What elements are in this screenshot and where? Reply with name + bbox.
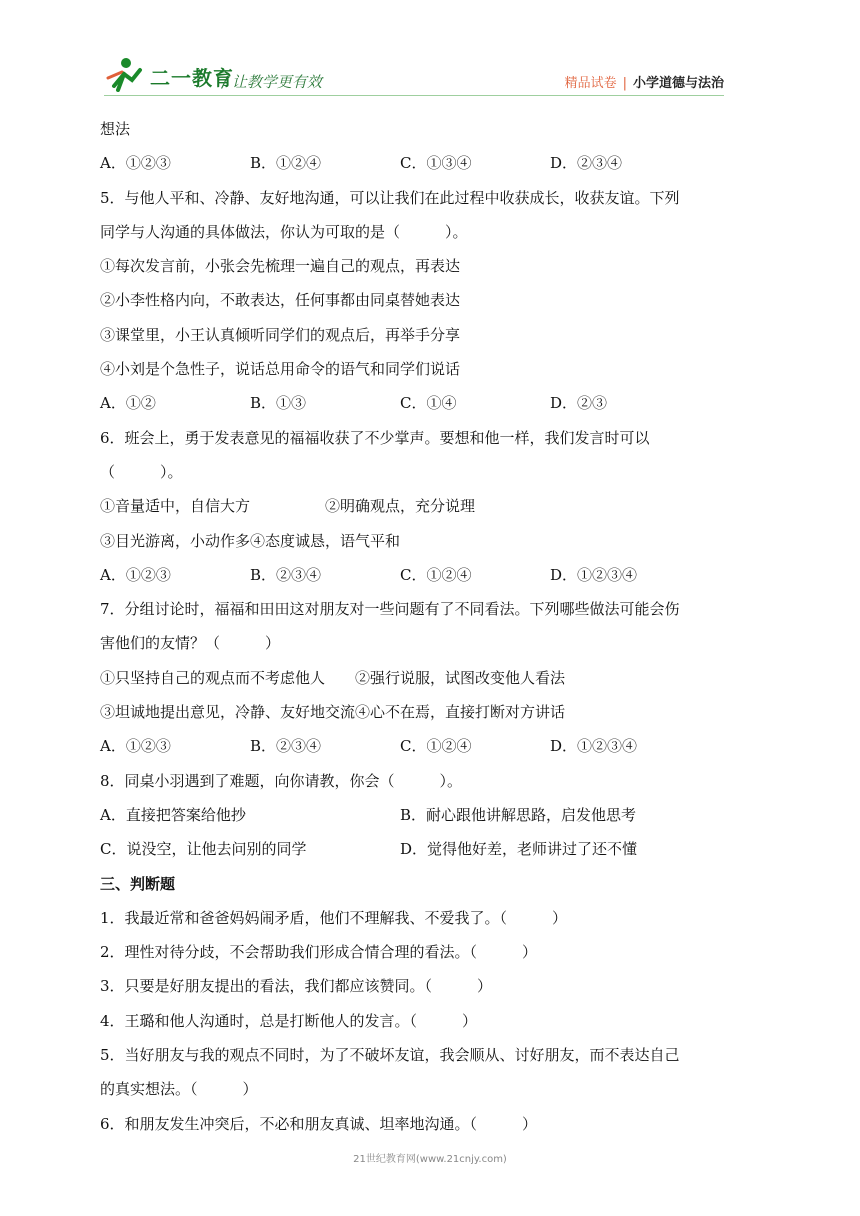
q6-items-line-1: ①音量适中，自信大方 ②明确观点，充分说理: [100, 497, 476, 516]
q7-options: [100, 729, 764, 763]
q6-option-b: B．②③④: [250, 565, 322, 584]
q8-options-row-1: [100, 798, 764, 832]
judge-item-5-line-2: 的真实想法。（ ）: [100, 1080, 258, 1099]
q4-option-d: D．②③④: [550, 154, 623, 173]
page-footer: 21世纪教育网(www.21cnjy.com): [353, 1154, 507, 1165]
q4-option-c: C．①③④: [400, 154, 472, 173]
q5-option-d: D．②③: [550, 394, 608, 413]
q7-option-a: A．①②③: [100, 737, 171, 756]
q8-options-row-2: [100, 832, 764, 866]
q4-tail-text: 想法: [100, 120, 131, 138]
q6-options: [100, 558, 764, 592]
q5-options: [100, 386, 764, 420]
q8-option-a: A．直接把答案给他抄: [100, 805, 246, 824]
q5-item-2: ②小李性格内向，不敢表达，任何事都由同桌替她表达: [100, 291, 461, 310]
header-subject: 小学道德与法治: [632, 76, 724, 91]
q7-stem-line-2: 害他们的友情？（ ）: [100, 634, 281, 653]
page-header: [0, 0, 860, 110]
judge-item-3: 3．只要是好朋友提出的看法，我们都应该赞同。（ ）: [100, 977, 493, 996]
q7-option-d: D．①②③④: [550, 737, 638, 756]
q5-option-b: B．①③: [250, 394, 307, 413]
document-body: [100, 112, 764, 1141]
q5-stem-line-2: 同学与人沟通的具体做法，你认为可取的是（ ）。: [100, 222, 468, 241]
q5-item-3: ③课堂里，小王认真倾听同学们的观点后，再举手分享: [100, 325, 461, 344]
q6-items-line-2: ③目光游离，小动作多④态度诚恳，语气平和: [100, 531, 401, 550]
q5-item-1: ①每次发言前，小张会先梳理一遍自己的观点，再表达: [100, 257, 461, 276]
q4-option-a: A．①②③: [100, 154, 171, 173]
q7-items-line-2: ③坦诚地提出意见，冷静、友好地交流④心不在焉，直接打断对方讲话: [100, 703, 566, 722]
q5-option-c: C．①④: [400, 394, 457, 413]
q5-item-4: ④小刘是个急性子，说话总用命令的语气和同学们说话: [100, 360, 461, 379]
q8-option-b: B．耐心跟他讲解思路，启发他思考: [400, 805, 637, 824]
judge-item-5-line-1: 5．当好朋友与我的观点不同时，为了不破坏友谊，我会顺从、讨好朋友，而不表达自己: [100, 1046, 680, 1065]
header-separator: |: [622, 76, 627, 91]
q8-stem: 8．同桌小羽遇到了难题，向你请教，你会（ ）。: [100, 771, 463, 790]
q4-option-b: B．①②④: [250, 154, 322, 173]
judge-item-4: 4．王璐和他人沟通时，总是打断他人的发言。（ ）: [100, 1011, 478, 1030]
header-tag: 精品试卷: [564, 76, 617, 91]
logo-text: 二一教育: [150, 66, 234, 90]
q8-option-c: C．说没空，让他去问别的同学: [100, 840, 307, 859]
section-3-title: 三、判断题: [100, 874, 176, 893]
header-right: [565, 72, 724, 91]
judge-item-1: 1．我最近常和爸爸妈妈闹矛盾，他们不理解我、不爱我了。（ ）: [100, 908, 568, 927]
q4-options: [100, 146, 764, 180]
q7-option-c: C．①②④: [400, 737, 472, 756]
q6-stem-line-2: （ ）。: [100, 462, 183, 481]
q6-option-a: A．①②③: [100, 565, 171, 584]
q6-stem-line-1: 6．班会上，勇于发表意见的福福收获了不少掌声。要想和他一样，我们发言时可以: [100, 428, 650, 447]
judge-item-6: 6．和朋友发生冲突后，不必和朋友真诚、坦率地沟通。（ ）: [100, 1114, 538, 1133]
q5-option-a: A．①②: [100, 394, 156, 413]
q8-option-d: D．觉得他好差，老师讲过了还不懂: [400, 840, 638, 859]
q7-stem-line-1: 7．分组讨论时，福福和田田这对朋友对一些问题有了不同看法。下列哪些做法可能会伤: [100, 600, 680, 619]
q7-items-line-1: ①只坚持自己的观点而不考虑他人 ②强行说服，试图改变他人看法: [100, 668, 566, 687]
slogan: / 让教学更有效: [222, 73, 322, 91]
q7-option-b: B．②③④: [250, 737, 322, 756]
q6-option-c: C．①②④: [400, 565, 472, 584]
judge-item-2: 2．理性对待分歧，不会帮助我们形成合情合理的看法。（ ）: [100, 943, 538, 962]
header-divider: [104, 95, 724, 96]
q6-option-d: D．①②③④: [550, 565, 638, 584]
q5-stem-line-1: 5．与他人平和、冷静、友好地沟通，可以让我们在此过程中收获成长，收获友谊。下列: [100, 188, 680, 207]
